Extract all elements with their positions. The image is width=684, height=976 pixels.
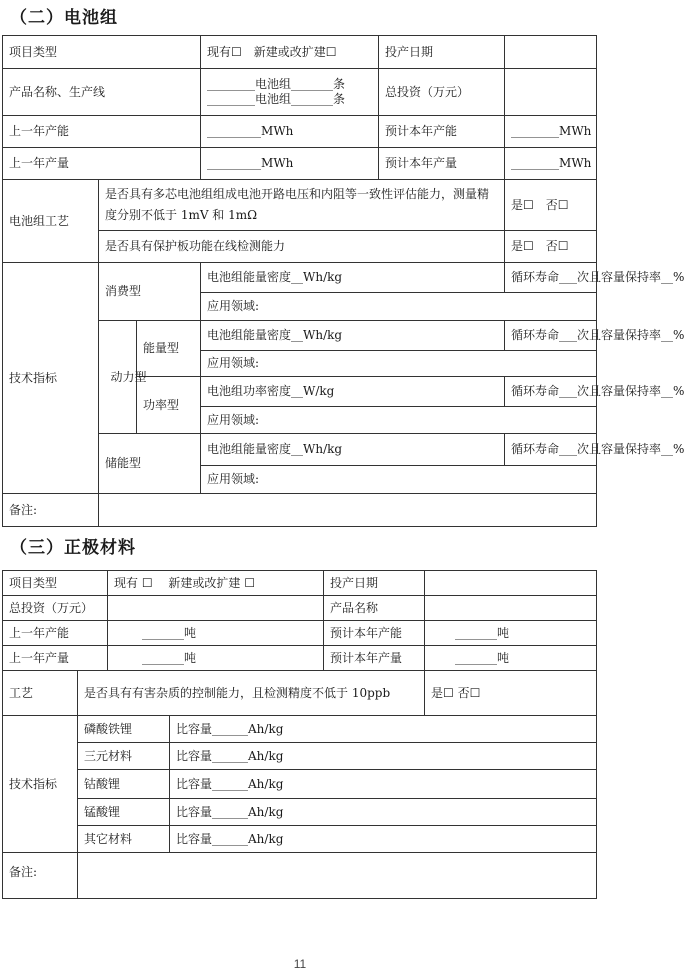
process-question-1: 是否具有多芯电池组组成电池开路电压和内阻等一致性评估能力，测量精度分别不低于 1mV 和 1mΩ	[99, 180, 505, 231]
process-answer-2[interactable]: 是☐ 否☐	[505, 231, 597, 263]
cathode-est-output-label: 预计本年产量	[324, 646, 425, 671]
row-product	[3, 69, 597, 116]
row-consumer-1	[3, 263, 597, 293]
material-name-ternary: 三元材料	[78, 743, 170, 770]
row-cathode-capacity	[3, 621, 597, 646]
power-cycle-life[interactable]: 循环寿命___次且容量保持率__%	[505, 377, 597, 407]
energy-type-label: 能量型	[137, 321, 201, 377]
material-spec-lfp[interactable]: 比容量______Ah/kg	[170, 716, 597, 743]
est-capacity-field[interactable]: ________MWh	[505, 116, 597, 148]
project-type-options[interactable]: 现有☐ 新建或改扩建☐	[201, 36, 379, 69]
row-capacity	[3, 116, 597, 148]
product-line-2: ________电池组_______条	[207, 92, 346, 106]
process-label: 电池组工艺	[3, 180, 99, 263]
power-type-text: 动力型	[110, 370, 147, 384]
row-material-1	[3, 716, 597, 743]
product-lines-field[interactable]	[201, 69, 379, 116]
battery-pack-form-table	[2, 35, 684, 527]
cathode-process-answer[interactable]: 是☐ 否☐	[425, 671, 597, 716]
product-line-1: ________电池组_______条	[207, 77, 346, 91]
row-material-3	[3, 770, 597, 799]
last-year-output-field[interactable]: _________MWh	[201, 148, 379, 180]
row-material-2	[3, 743, 597, 770]
consumer-cycle-life[interactable]: 循环寿命___次且容量保持率__%	[505, 263, 597, 293]
cathode-commission-date-field[interactable]	[425, 571, 597, 596]
cathode-product-name-label: 产品名称	[324, 596, 425, 621]
page-number: 11	[293, 957, 307, 971]
cathode-investment-label: 总投资（万元）	[3, 596, 108, 621]
cathode-last-output-field[interactable]: _______吨	[108, 646, 324, 671]
cathode-est-capacity-label: 预计本年产能	[324, 621, 425, 646]
energy-energy-density[interactable]: 电池组能量密度__Wh/kg	[201, 321, 505, 351]
row-cathode-output	[3, 646, 597, 671]
row-cathode-process	[3, 671, 597, 716]
cathode-investment-field[interactable]	[108, 596, 324, 621]
product-label: 产品名称、生产线	[3, 69, 201, 116]
row-cathode-remarks	[3, 853, 597, 899]
consumer-type-label: 消费型	[99, 263, 201, 321]
power-application[interactable]: 应用领域:	[201, 407, 597, 434]
last-year-output-label: 上一年产量	[3, 148, 201, 180]
storage-type-label: 储能型	[99, 434, 201, 494]
cathode-project-type-label: 项目类型	[3, 571, 108, 596]
power-density[interactable]: 电池组功率密度__W/kg	[201, 377, 505, 407]
cathode-last-output-label: 上一年产量	[3, 646, 108, 671]
energy-application[interactable]: 应用领域:	[201, 351, 597, 377]
cathode-est-output-field[interactable]: _______吨	[425, 646, 597, 671]
investment-field[interactable]	[505, 69, 597, 116]
tech-spec-label: 技术指标	[3, 263, 99, 494]
consumer-application[interactable]: 应用领域:	[201, 293, 597, 321]
row-output	[3, 148, 597, 180]
project-type-label: 项目类型	[3, 36, 201, 69]
material-name-other: 其它材料	[78, 826, 170, 853]
row-material-4	[3, 799, 597, 826]
cathode-last-capacity-label: 上一年产能	[3, 621, 108, 646]
material-name-lmo: 锰酸锂	[78, 799, 170, 826]
cathode-remarks-field[interactable]	[78, 853, 597, 899]
energy-cycle-life[interactable]: 循环寿命___次且容量保持率__%	[505, 321, 597, 351]
material-spec-lco[interactable]: 比容量______Ah/kg	[170, 770, 597, 799]
row-remarks	[3, 494, 597, 527]
commission-date-field[interactable]	[505, 36, 597, 69]
cathode-tech-spec-label: 技术指标	[3, 716, 78, 853]
storage-energy-density[interactable]: 电池组能量密度__Wh/kg	[201, 434, 505, 466]
row-cathode-project-type	[3, 571, 597, 596]
cathode-process-question: 是否具有有害杂质的控制能力，且检测精度不低于 10ppb	[78, 671, 425, 716]
row-material-5	[3, 826, 597, 853]
consumer-energy-density[interactable]: 电池组能量密度__Wh/kg	[201, 263, 505, 293]
row-project-type	[3, 36, 597, 69]
process-question-2: 是否具有保护板功能在线检测能力	[99, 231, 505, 263]
est-output-label: 预计本年产量	[379, 148, 505, 180]
remarks-field[interactable]	[99, 494, 597, 527]
commission-date-label: 投产日期	[379, 36, 505, 69]
cathode-commission-date-label: 投产日期	[324, 571, 425, 596]
remarks-label: 备注:	[3, 494, 99, 527]
section-title-cathode-material: （三）正极材料	[10, 538, 136, 558]
investment-label: 总投资（万元）	[379, 69, 505, 116]
est-capacity-label: 预计本年产能	[379, 116, 505, 148]
row-process-q1	[3, 180, 597, 231]
cathode-process-label: 工艺	[3, 671, 78, 716]
material-spec-other[interactable]: 比容量______Ah/kg	[170, 826, 597, 853]
material-spec-ternary[interactable]: 比容量______Ah/kg	[170, 743, 597, 770]
storage-cycle-life[interactable]: 循环寿命___次且容量保持率__%	[505, 434, 597, 466]
material-name-lfp: 磷酸铁锂	[78, 716, 170, 743]
last-year-capacity-field[interactable]: _________MWh	[201, 116, 379, 148]
process-answer-1[interactable]: 是☐ 否☐	[505, 180, 597, 231]
cathode-last-capacity-field[interactable]: _______吨	[108, 621, 324, 646]
power-subtype-label: 功率型	[137, 377, 201, 434]
cathode-project-type-options[interactable]: 现有 ☐ 新建或改扩建 ☐	[108, 571, 324, 596]
material-spec-lmo[interactable]: 比容量______Ah/kg	[170, 799, 597, 826]
cathode-material-form-table	[2, 570, 597, 899]
cathode-product-name-field[interactable]	[425, 596, 597, 621]
cathode-remarks-label: 备注:	[3, 853, 78, 899]
storage-application[interactable]: 应用领域:	[201, 466, 597, 494]
section-title-battery-pack: （二）电池组	[10, 8, 118, 28]
est-output-field[interactable]: ________MWh	[505, 148, 597, 180]
material-name-lco: 钴酸锂	[78, 770, 170, 799]
row-cathode-investment	[3, 596, 597, 621]
last-year-capacity-label: 上一年产能	[3, 116, 201, 148]
cathode-est-capacity-field[interactable]: _______吨	[425, 621, 597, 646]
power-type-label	[99, 321, 147, 434]
